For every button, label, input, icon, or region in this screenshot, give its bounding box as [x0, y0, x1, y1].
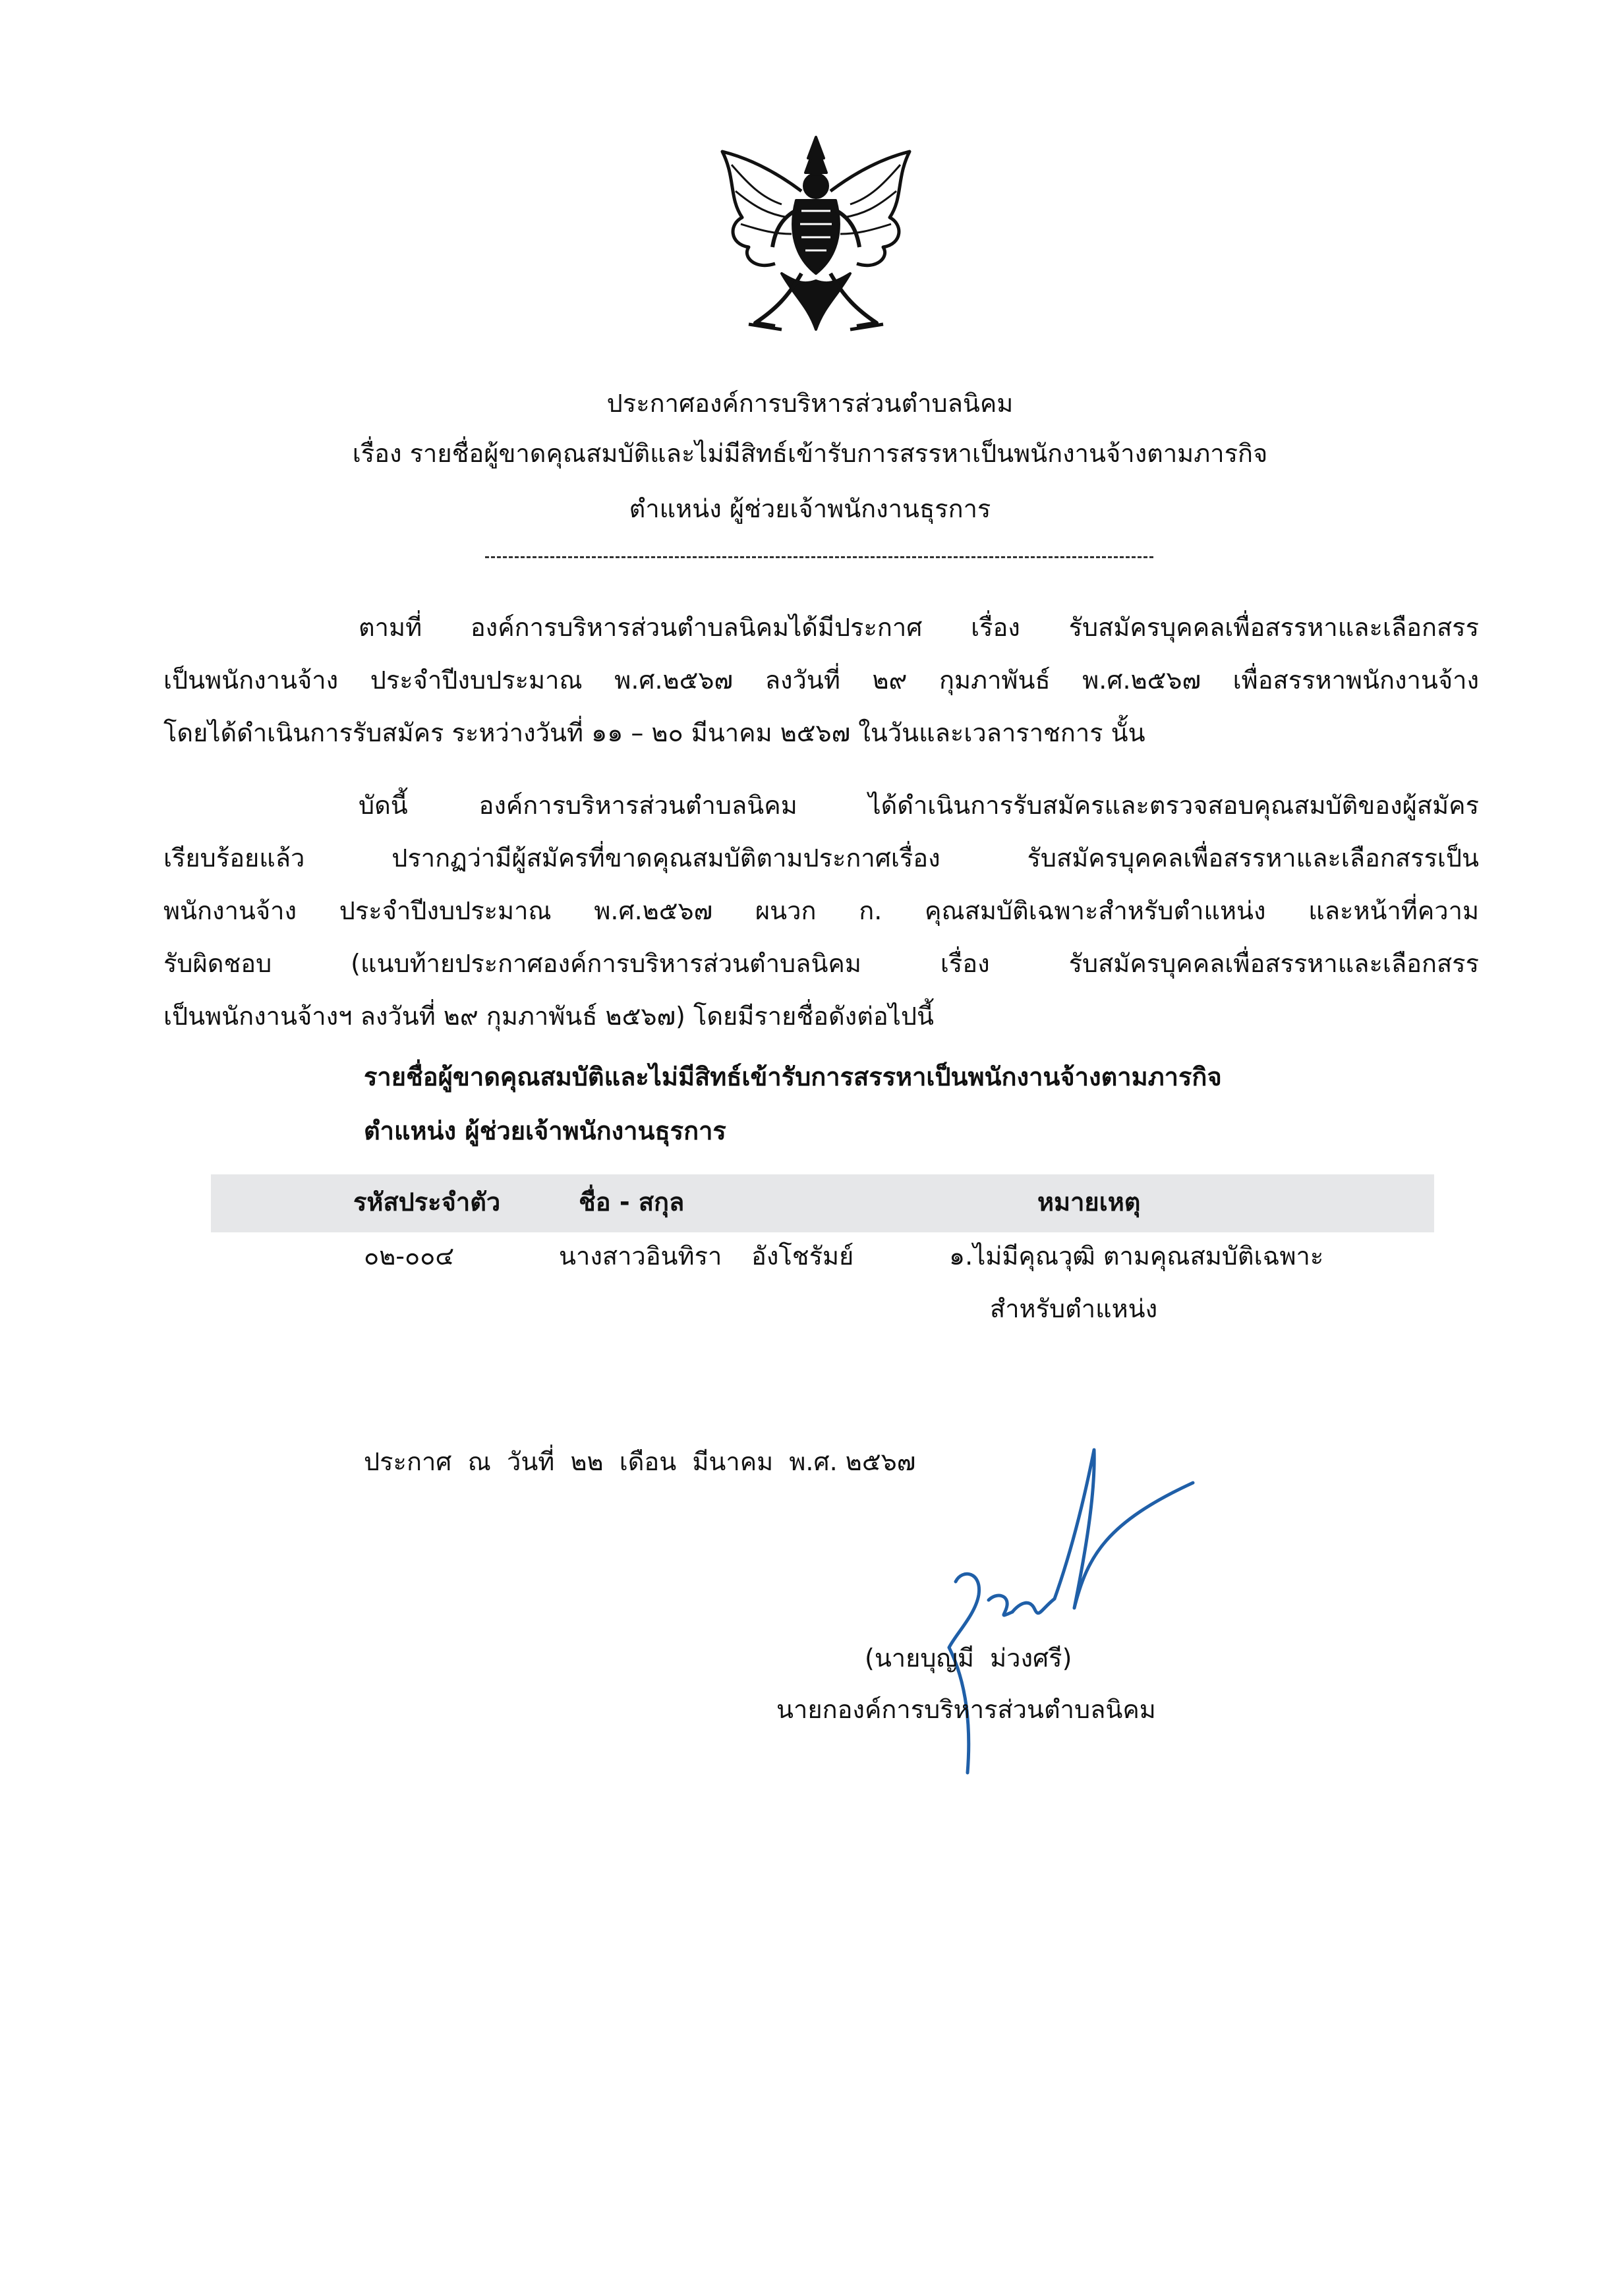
list-title: รายชื่อผู้ขาดคุณสมบัติและไม่มีสิทธ์เข้ารับการสรรหาเป็นพนักงานจ้างตามภารกิจ — [364, 1062, 1222, 1091]
table-header-name: ชื่อ - สกุล — [579, 1188, 685, 1217]
applicant-remark-line2: สำหรับตำแหน่ง — [990, 1294, 1158, 1323]
table-header-remark: หมายเหตุ — [1037, 1188, 1141, 1217]
header-organization: ประกาศองค์การบริหารส่วนตำบลนิคม — [606, 389, 1014, 418]
paragraph-1-line: เป็นพนักงานจ้าง ประจำปีงบประมาณ พ.ศ.๒๕๖๗ ลงวันที่ ๒๙ กุมภาพันธ์ พ.ศ.๒๕๖๗ เพื่อสรรหาพนักงานจ้าง — [163, 666, 1479, 695]
signatory-name: (นายบุญมี ม่วงศรี) — [865, 1644, 1072, 1673]
paragraph-1-line: โดยได้ดำเนินการรับสมัคร ระหว่างวันที่ ๑๑ – ๒๐ มีนาคม ๒๕๖๗ ในวันและเวลาราชการ นั้น — [163, 718, 1145, 747]
applicant-first-name: นางสาวอินทิรา — [559, 1242, 722, 1271]
paragraph-2-line: พนักงานจ้าง ประจำปีงบประมาณ พ.ศ.๒๕๖๗ ผนวก ก. คุณสมบัติเฉพาะสำหรับตำแหน่ง และหน้าที่ความ — [163, 896, 1479, 925]
paragraph-2-line: เรียบร้อยแล้ว ปรากฏว่ามีผู้สมัครที่ขาดคุณสมบัติตามประกาศเรื่อง รับสมัครบุคคลเพื่อสรรหาและเลือกสรรเป็น — [163, 844, 1479, 873]
list-position: ตำแหน่ง ผู้ช่วยเจ้าพนักงานธุรการ — [364, 1116, 726, 1145]
announcement-date: ประกาศ ณ วันที่ ๒๒ เดือน มีนาคม พ.ศ. ๒๕๖๗ — [364, 1447, 916, 1476]
header-divider — [485, 556, 1153, 558]
signatory-title: นายกองค์การบริหารส่วนตำบลนิคม — [776, 1695, 1156, 1724]
paragraph-2-line: รับผิดชอบ (แนบท้ายประกาศองค์การบริหารส่วนตำบลนิคม เรื่อง รับสมัครบุคคลเพื่อสรรหาและเลือกสรร — [163, 949, 1479, 978]
header-subject: เรื่อง รายชื่อผู้ขาดคุณสมบัติและไม่มีสิทธ์เข้ารับการสรรหาเป็นพนักงานจ้างตามภารกิจ — [352, 439, 1268, 468]
garuda-emblem — [709, 132, 923, 349]
table-header-id: รหัสประจำตัว — [353, 1188, 501, 1217]
paragraph-2-line: บัดนี้ องค์การบริหารส่วนตำบลนิคม ได้ดำเนินการรับสมัครและตรวจสอบคุณสมบัติของผู้สมัคร — [359, 791, 1479, 820]
applicant-last-name: อังโชรัมย์ — [751, 1242, 854, 1271]
paragraph-1-line: ตามที่ องค์การบริหารส่วนตำบลนิคมได้มีประกาศ เรื่อง รับสมัครบุคคลเพื่อสรรหาและเลือกสรร — [359, 613, 1479, 642]
applicant-remark-line1: ๑.ไม่มีคุณวุฒิ ตามคุณสมบัติเฉพาะ — [949, 1242, 1324, 1271]
paragraph-2-line: เป็นพนักงานจ้างฯ ลงวันที่ ๒๙ กุมภาพันธ์ ๒๕๖๗) โดยมีรายชื่อดังต่อไปนี้ — [163, 1002, 934, 1031]
handwritten-signature — [857, 1437, 1279, 1806]
header-position: ตำแหน่ง ผู้ช่วยเจ้าพนักงานธุรการ — [629, 494, 991, 523]
applicant-id: ๐๒-๐๐๔ — [364, 1242, 455, 1271]
